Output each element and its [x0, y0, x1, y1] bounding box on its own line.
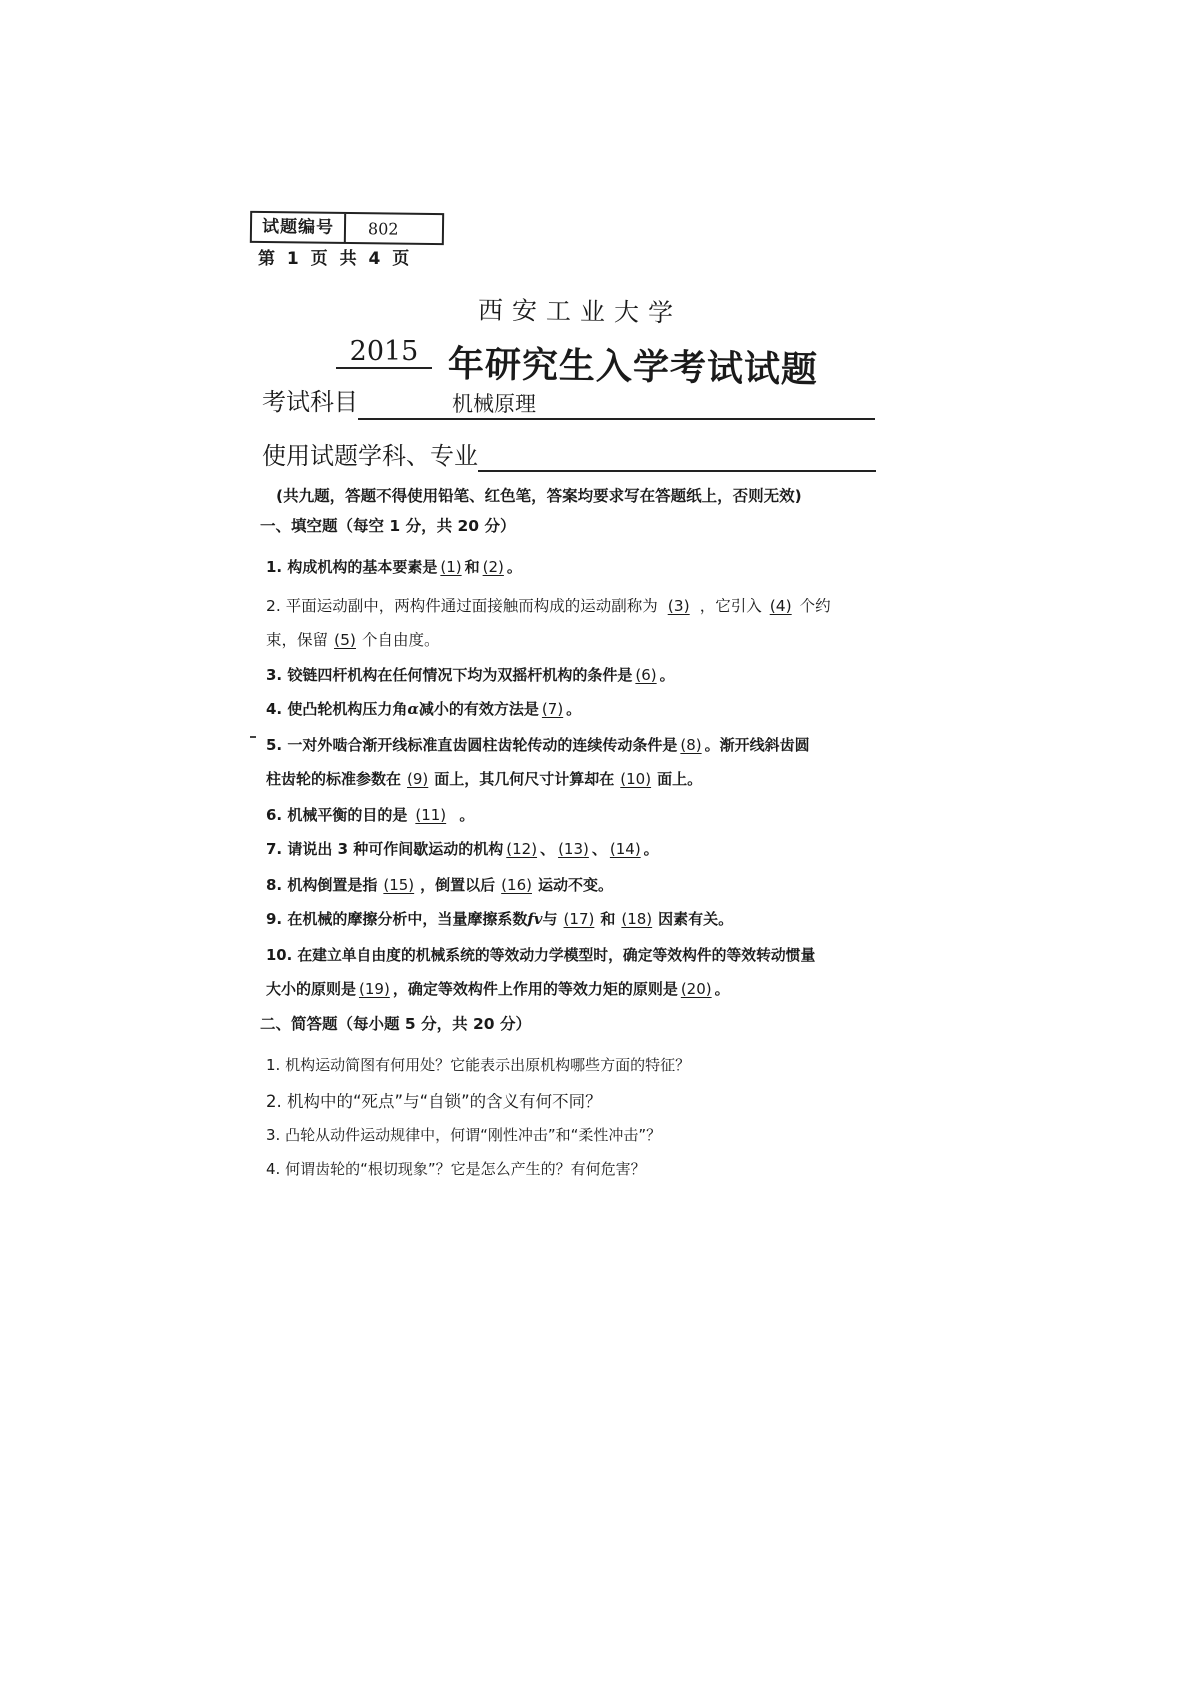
blank-10: (10)	[620, 770, 652, 788]
blank-20: (20)	[680, 980, 712, 998]
section2-heading: 二、简答题（每小题 5 分，共 20 分）	[260, 1015, 531, 1033]
question-10-line1	[266, 944, 815, 965]
q7-text: 7. 请说出 3 种可作间歇运动的机构	[266, 840, 504, 858]
q6-text: 6. 机械平衡的目的是	[266, 806, 408, 824]
q1-text-d: 。	[506, 558, 522, 576]
university-name: 西安工业大学	[477, 295, 683, 328]
q8-text-d: 运动不变。	[537, 876, 613, 894]
major-label: 使用试题学科、专业	[262, 442, 478, 470]
major-underline	[478, 470, 876, 472]
exam-code-label: 试题编号	[252, 213, 346, 242]
q9-text-b: 与	[542, 910, 558, 928]
q5-text-e: 面上，其几何尺寸计算却在	[434, 770, 615, 788]
q6-text-c: 。	[454, 806, 475, 824]
q2-text-d: 个约	[799, 597, 831, 615]
q1-text-c: 和	[464, 558, 480, 576]
q10-text-b: 大小的原则是	[266, 980, 357, 998]
subject-label: 考试科目	[262, 388, 358, 416]
question-6	[266, 804, 474, 825]
q7-sep2: 、	[591, 840, 607, 858]
q9-text: 9. 在机械的摩擦分析中，当量摩擦系数	[266, 910, 528, 928]
q9-text-d: 因素有关。	[658, 910, 734, 928]
blank-14: (14)	[609, 840, 641, 858]
blank-7: (7)	[541, 700, 564, 718]
short-question-1: 1. 机构运动简图有何用处？它能表示出原机构哪些方面的特征？	[266, 1056, 691, 1074]
q7-text-c: 。	[643, 840, 659, 858]
q10-text-c: ，确定等效构件上作用的等效力矩的原则是	[392, 980, 678, 998]
q10-text: 10. 在建立单自由度的机械系统的等效动力学模型时，确定等效构件的等效转动惯量	[266, 947, 816, 964]
blank-13: (13)	[558, 840, 589, 858]
short-question-3: 3. 凸轮从动件运动规律中，何谓“刚性冲击”和“柔性冲击”？	[266, 1126, 662, 1144]
blank-15: (15)	[383, 876, 415, 894]
subject-value: 机械原理	[452, 392, 536, 416]
q3-text-c: 。	[659, 666, 675, 684]
section1-heading: 一、填空题（每空 1 分，共 20 分）	[260, 517, 516, 535]
question-3	[266, 664, 675, 685]
blank-3: (3)	[667, 597, 690, 615]
blank-9: (9)	[407, 770, 429, 788]
blank-16: (16)	[501, 876, 532, 894]
q1-text: 1. 构成机构的基本要素是	[266, 558, 438, 576]
q9-text-c: 和	[600, 910, 616, 928]
q8-text-c: ，倒置以后	[420, 876, 496, 894]
exam-code-value: 802	[367, 219, 399, 239]
q3-text: 3. 铰链四杆机构在任何情况下均为双摇杆机构的条件是	[266, 666, 633, 684]
short-question-4: 4. 何谓齿轮的“根切现象”？它是怎么产生的？有何危害？	[266, 1160, 646, 1178]
q2-text-c: ，它引入	[699, 597, 762, 615]
q2-text-e: 束，保留	[266, 631, 329, 649]
q10-text-d: 。	[714, 980, 730, 998]
question-5-line2	[266, 768, 702, 789]
question-7	[266, 838, 659, 859]
q8-text: 8. 机构倒置是指	[266, 876, 378, 894]
question-1	[266, 556, 522, 577]
blank-8: (8)	[680, 736, 702, 754]
blank-5: (5)	[334, 631, 356, 649]
exam-title: 年研究生入学考试试题	[447, 344, 819, 391]
blank-6: (6)	[635, 666, 657, 684]
q4-text: 4. 使凸轮机构压力角	[266, 700, 408, 718]
q2-text: 2. 平面运动副中，两构件通过面接触而构成的运动副称为	[266, 597, 658, 615]
blank-4: (4)	[769, 597, 792, 615]
blank-18: (18)	[621, 910, 653, 928]
question-9	[266, 908, 733, 929]
exam-code-box	[250, 211, 444, 245]
q2-text-f: 个自由度。	[361, 631, 440, 649]
short-question-2: 2. 机构中的“死点”与“自锁”的含义有何不同？	[266, 1092, 602, 1111]
q4-text-b: 减小的有效方法是	[418, 700, 539, 718]
alpha-symbol: α	[407, 700, 419, 718]
question-8	[266, 874, 613, 895]
scan-mark	[250, 736, 256, 738]
fv-symbol: fv	[527, 910, 543, 928]
q5-text-d: 柱齿轮的标准参数在	[266, 770, 402, 788]
q4-text-c: 。	[566, 700, 582, 718]
q5-text: 5. 一对外啮合渐开线标准直齿圆柱齿轮传动的连续传动条件是	[266, 736, 678, 754]
page-info: 第 1 页 共 4 页	[258, 249, 413, 269]
blank-2: (2)	[482, 558, 504, 576]
q5-text-c: 。渐开线斜齿圆	[704, 736, 810, 754]
blank-1: (1)	[440, 558, 462, 576]
exam-year: 2015	[336, 336, 432, 369]
exam-instructions: (共九题，答题不得使用铅笔、红色笔，答案均要求写在答题纸上，否则无效)	[276, 487, 802, 505]
blank-17: (17)	[563, 910, 595, 928]
blank-12: (12)	[506, 840, 538, 858]
blank-19: (19)	[359, 980, 390, 998]
question-4	[266, 698, 581, 719]
question-2-line1	[266, 594, 831, 616]
question-10-line2	[266, 978, 730, 999]
blank-11: (11)	[415, 806, 447, 824]
question-5-line1	[266, 734, 810, 755]
q7-sep1: 、	[540, 840, 556, 858]
q5-text-f: 面上。	[657, 770, 703, 788]
question-2-line2	[266, 628, 440, 650]
subject-underline	[358, 418, 875, 420]
